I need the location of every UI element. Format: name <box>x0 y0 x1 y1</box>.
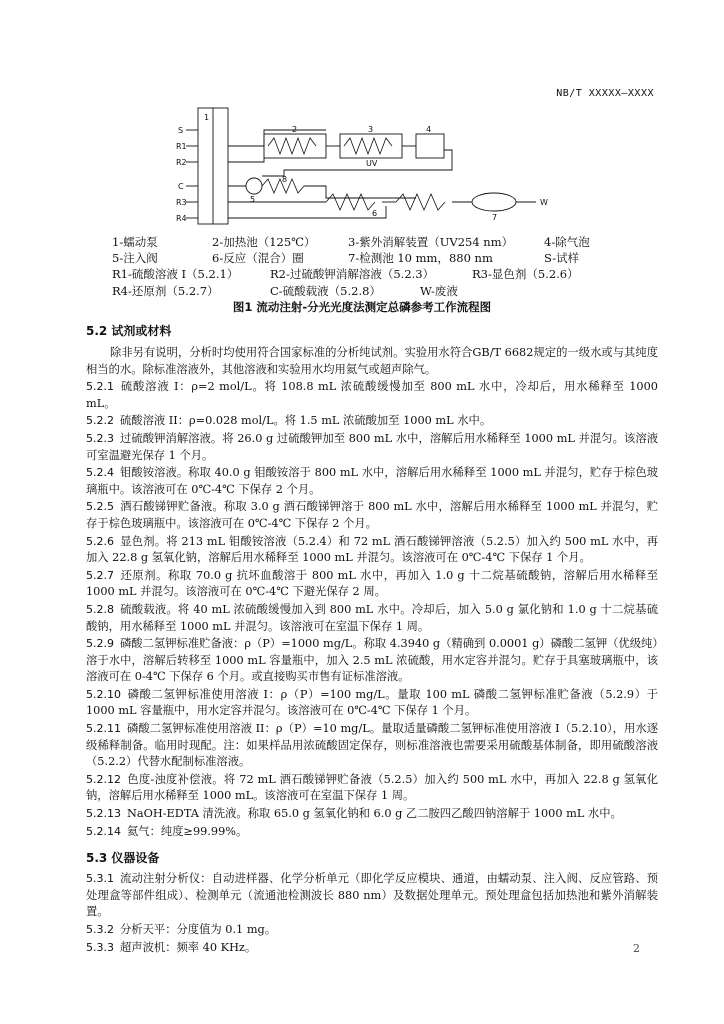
degasser <box>416 134 444 158</box>
clause-text: 硫酸载液。将 40 mL 浓硫酸缓慢加入到 800 mL 水中。冷却后，加入 5.0 g 氯化钠和 1.0 g 十二烷基硫酸钠，用水稀释至 1000 mL 并混匀。该溶液可在室温下保存 1 周。 <box>86 602 658 633</box>
legend-item: 4-除气泡 <box>544 235 590 249</box>
row-label-r1: R1 <box>176 142 187 151</box>
component-1-label: 1 <box>204 113 210 122</box>
clause-text: NaOH-EDTA 清洗液。称取 65.0 g 氢氧化钠和 6.0 g 乙二胺四乙酸四钠溶解于 1000 mL 水中。 <box>127 807 622 821</box>
legend-item: 1-蠕动泵 <box>112 235 158 249</box>
legend-item: 3-紫外消解装置（UV254 nm） <box>348 235 514 249</box>
legend-item: S-试样 <box>544 251 580 265</box>
component-7-label: 7 <box>492 213 498 222</box>
legend-item: W-废液 <box>420 284 458 298</box>
clause-paragraph <box>86 534 658 567</box>
legend-item: 6-反应（混合）圈 <box>212 251 304 265</box>
row-label-r2: R2 <box>176 158 187 167</box>
clause-paragraph <box>86 721 658 771</box>
row-label-s: S <box>178 126 184 135</box>
section-heading-5-3: 5.3 仪器设备 <box>86 851 160 866</box>
row-label-r4: R4 <box>176 214 187 223</box>
clause-number: 5.2.4 <box>86 466 114 480</box>
clause-paragraph <box>86 431 658 464</box>
clause-text: 超声波机：频率 40 KHz。 <box>120 940 257 954</box>
legend-item: C-硫酸载液（5.2.8） <box>270 284 381 298</box>
component-2-label: 2 <box>292 125 298 134</box>
clause-paragraph <box>86 687 658 720</box>
clause-number: 5.2.10 <box>86 687 121 701</box>
clause-text: 磷酸二氢钾标准使用溶液 I：ρ（P）=100 mg/L。量取 100 mL 磷酸二氢钾标准贮备液（5.2.9）于 1000 mL 容量瓶中，用水定容并混匀。该溶液可在 0℃-4℃ 下保存 1 个月。 <box>86 687 658 718</box>
section-heading-5-2: 5.2 试剂或材料 <box>86 324 172 338</box>
clause-paragraph <box>86 413 658 430</box>
clause-number: 5.2.7 <box>86 568 114 582</box>
component-3-label: 3 <box>368 125 374 134</box>
legend-item: R4-还原剂（5.2.7） <box>112 284 219 298</box>
legend-item: R1-硫酸溶液 I（5.2.1） <box>112 267 239 281</box>
clause-text: 色度-浊度补偿液。将 72 mL 酒石酸锑钾贮备液（5.2.5）加入约 500 mL 水中，再加入 22.8 g 氢氧化钠，溶解后用水稀释至 1000 mL。该溶液可在室温下保存 1 周。 <box>86 772 658 803</box>
clause-paragraph <box>86 806 658 823</box>
clause-text: 硫酸溶液 II：ρ=0.028 mol/L。将 1.5 mL 浓硫酸加至 1000 mL 水中。 <box>120 414 492 428</box>
legend-item: 7-检测池 10 mm，880 nm <box>348 251 493 265</box>
clause-paragraph <box>86 499 658 532</box>
flow-injection-diagram <box>176 106 566 230</box>
row-label-r3: R3 <box>176 198 187 207</box>
clause-number: 5.2.5 <box>86 500 114 514</box>
clause-number: 5.2.13 <box>86 807 121 821</box>
clause-number: 5.3.2 <box>86 923 114 936</box>
clause-text: 硫酸溶液 I：ρ=2 mol/L。将 108.8 mL 浓硫酸缓慢加至 800 mL 水中，冷却后，用水稀释至 1000 mL。 <box>86 380 658 410</box>
clause-paragraph <box>86 636 658 686</box>
legend-item: R2-过硫酸钾消解溶液（5.2.3） <box>270 267 435 281</box>
clause-number: 5.2.8 <box>86 602 114 616</box>
section-intro-paragraph: 除非另有说明，分析时均使用符合国家标准的分析纯试剂。实验用水符合GB/T 6682规定的一级水或与其纯度相当的水。除标准溶液外，其他溶液和实验用水均用氦气或超声除气。 <box>86 346 658 376</box>
clause-paragraph <box>86 824 658 841</box>
clause-paragraph <box>86 568 658 601</box>
clause-text: 钼酸铵溶液。称取 40.0 g 钼酸铵溶于 800 mL 水中，溶解后用水稀释至 1000 mL 并混匀，贮存于棕色玻璃瓶中。该溶液可在 0℃-4℃ 下保存 2 个月。 <box>86 466 658 496</box>
clause-paragraph <box>86 772 658 805</box>
component-4-label: 4 <box>426 125 432 134</box>
legend-item: 5-注入阀 <box>112 251 158 265</box>
legend-item: R3-显色剂（5.2.6） <box>472 267 579 281</box>
clause-number: 5.3.1 <box>86 872 114 886</box>
clause-number: 5.2.1 <box>86 380 114 394</box>
figure-caption: 图1 流动注射-分光光度法测定总磷参考工作流程图 <box>232 300 492 314</box>
row-label-c: C <box>178 182 184 191</box>
clause-number: 5.2.11 <box>86 722 121 736</box>
clause-number: 5.2.14 <box>86 824 121 838</box>
clause-paragraph <box>86 871 658 921</box>
clause-text: 显色剂。将 213 mL 钼酸铵溶液（5.2.4）和 72 mL 酒石酸锑钾溶液（5.2.5）加入约 500 mL 水中，再加入 22.8 g 氢氧化钠，溶解后用水稀释至 1000 mL 并混匀。该溶液可在 0℃-4℃ 下保存 1 个月。 <box>86 534 658 565</box>
clause-paragraph <box>86 602 658 635</box>
component-8-label: 8 <box>282 175 288 184</box>
clause-number: 5.3.3 <box>86 940 114 954</box>
clause-text: 分析天平：分度值为 0.1 mg。 <box>120 923 277 936</box>
clause-text: 磷酸二氢钾标准使用溶液 II：ρ（P）=10 mg/L。量取适量磷酸二氢钾标准使用溶液 I（5.2.10），用水逐级稀释制备。临用时现配。注：如果样品用浓硫酸固定保存，则标准溶液也需要采用硫酸基体制备，即用硫酸溶液（5.2.2）代替水配制标准溶液。 <box>86 722 658 769</box>
page-number: 2 <box>633 942 640 955</box>
clause-paragraph <box>86 465 658 498</box>
detection-cell <box>472 193 516 211</box>
clause-number: 5.2.2 <box>86 414 114 428</box>
clause-paragraph <box>86 922 658 939</box>
clause-text: 酒石酸锑钾贮备液。称取 3.0 g 酒石酸锑钾溶于 800 mL 水中，溶解后用水稀释至 1000 mL 并混匀，贮存于棕色玻璃瓶中。该溶液可在 0℃-4℃ 下保存 2 个月。 <box>86 500 658 530</box>
clause-text: 氦气：纯度≥99.99%。 <box>127 824 248 838</box>
injection-valve <box>246 178 262 194</box>
clause-paragraph <box>86 379 658 412</box>
legend-item: 2-加热池（125℃） <box>212 235 316 249</box>
clause-text: 磷酸二氢钾标准贮备液：ρ（P）=1000 mg/L。称取 4.3940 g（精确到 0.0001 g）磷酸二氢钾（优级纯）溶于水中，溶解后转移至 1000 mL 容量瓶中，加入 2.5 mL 浓硫酸，用水定容并混匀。贮存于具塞玻璃瓶中，该溶液可在 0-4℃ 下保存 6 个月。或直接购买市售有证标准溶液。 <box>86 637 658 684</box>
waste-label: W <box>540 198 548 207</box>
clause-paragraph <box>86 940 658 957</box>
clause-number: 5.2.6 <box>86 534 114 548</box>
component-5-label: 5 <box>250 195 256 204</box>
uv-label: UV <box>366 159 378 168</box>
clause-number: 5.2.3 <box>86 431 114 445</box>
component-6-label: 6 <box>372 209 378 218</box>
document-code-header: NB/T XXXXX—XXXX <box>556 88 654 99</box>
clause-number: 5.2.9 <box>86 637 114 651</box>
clause-number: 5.2.12 <box>86 772 121 786</box>
clause-text: 流动注射分析仪：自动进样器、化学分析单元（即化学反应模块、通道，由蠕动泵、注入阀、反应管路、预处理盒等部件组成）、检测单元（流通池检测波长 880 nm）及数据处理单元。预处理盒包括加热池和紫外消解装置。 <box>86 872 658 919</box>
clause-text: 还原剂。称取 70.0 g 抗坏血酸溶于 800 mL 水中，再加入 1.0 g 十二烷基硫酸钠，溶解后用水稀释至 1000 mL 并混匀。该溶液可在 0℃-4℃ 下避光保存 2 周。 <box>86 568 658 599</box>
clause-text: 过硫酸钾消解溶液。将 26.0 g 过硫酸钾加至 800 mL 水中，溶解后用水稀释至 1000 mL 并混匀。该溶液可室温避光保存 1 个月。 <box>86 431 658 462</box>
